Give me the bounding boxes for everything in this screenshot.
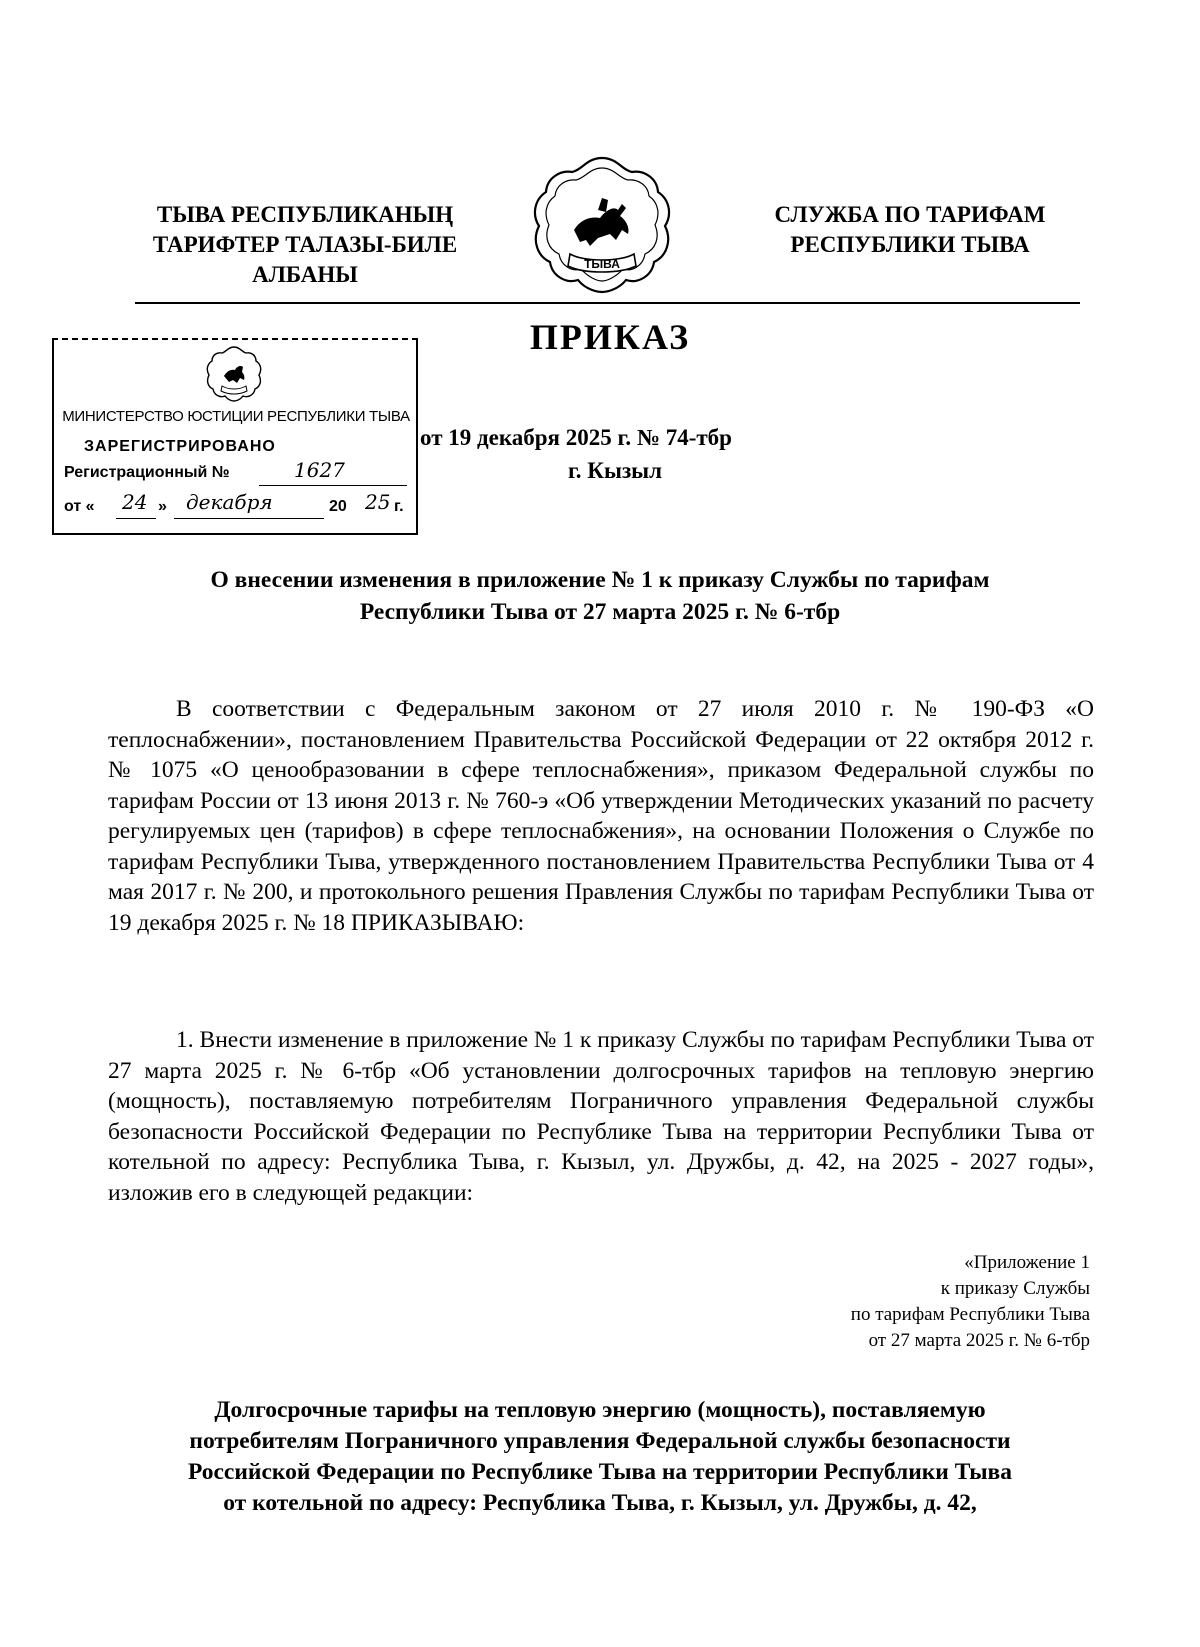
order-city: г. Кызыл bbox=[567, 458, 663, 483]
stamp-regno-label: Регистрационный № bbox=[64, 464, 230, 481]
document-title bbox=[105, 564, 1095, 628]
appendix-note-line: к приказу Службы bbox=[940, 1278, 1090, 1299]
appendix-note-line: от 27 марта 2025 г. № 6-тбр bbox=[868, 1330, 1090, 1351]
header-left-line: ТЫВА РЕСПУБЛИКАНЫҢ bbox=[156, 202, 454, 227]
stamp-date-separator: » bbox=[158, 498, 167, 515]
stamp-date-month: декабря bbox=[186, 490, 273, 514]
appendix-note-line: по тарифам Республики Тыва bbox=[850, 1304, 1090, 1325]
tuva-coat-of-arms-icon bbox=[522, 150, 682, 300]
tariff-title-line: Долгосрочные тарифы на тепловую энергию (мощность), поставляемую bbox=[214, 1397, 986, 1423]
header-right-line: СЛУЖБА ПО ТАРИФАМ bbox=[774, 202, 1046, 227]
stamp-month-underline bbox=[174, 518, 324, 519]
stamp-regno-underline bbox=[259, 485, 407, 486]
stamp-emblem-icon bbox=[202, 344, 266, 404]
appendix-note-line: «Приложение 1 bbox=[964, 1252, 1090, 1273]
document-title-line: Республики Тыва от 27 марта 2025 г. № 6-тбр bbox=[359, 599, 841, 625]
registration-stamp bbox=[52, 338, 418, 535]
stamp-ministry-name: МИНИСТЕРСТВО ЮСТИЦИИ РЕСПУБЛИКИ ТЫВА bbox=[62, 408, 410, 425]
tariff-table-title bbox=[105, 1395, 1095, 1519]
header-right-line: РЕСПУБЛИКИ ТЫВА bbox=[790, 232, 1030, 257]
document-title-line: О внесении изменения в приложение № 1 к приказу Службы по тарифам bbox=[210, 567, 990, 593]
document-type-title: ПРИКАЗ bbox=[529, 317, 691, 357]
stamp-day-underline bbox=[116, 518, 156, 519]
stamp-regno-value: 1627 bbox=[294, 458, 345, 482]
stamp-date-year: 25 bbox=[365, 490, 391, 514]
stamp-registered-label: ЗАРЕГИСТРИРОВАНО bbox=[84, 438, 276, 455]
intro-paragraph: В соответствии с Федеральным законом от 27 июля 2010 г. № 190-ФЗ «О теплоснабжении», постановлением Правительства Российской Федерации от 22 октября 2012 г. № 1075 «О ценообразовании в сфере теплоснабжения», приказом Федеральной службы по тарифам России от 13 июня 2013 г. № 760-э «Об утверждении Методических указаний по расчету регулируемых цен (тарифов) в сфере теплоснабжения», на основании Положения о Службе по тарифам Республики Тыва, утвержденного постановлением Правительства Республики Тыва от 4 мая 2017 г. № 200, и протокольного решения Правления Службы по тарифам Республики Тыва от 19 декабря 2025 г. № 18 ПРИКАЗЫВАЮ: bbox=[108, 696, 1094, 936]
order-date-number: от 19 декабря 2025 г. № 74-тбр bbox=[420, 425, 732, 450]
stamp-date-suffix: г. bbox=[394, 498, 404, 515]
tariff-title-line: Российской Федерации по Республике Тыва на территории Республики Тыва bbox=[187, 1459, 1012, 1485]
header-left-line: ТАРИФТЕР ТАЛАЗЫ-БИЛЕ bbox=[152, 232, 458, 257]
header-left-line: АЛБАНЫ bbox=[252, 262, 358, 287]
header-left-authority-name bbox=[140, 200, 470, 290]
stamp-date-prefix: от « bbox=[64, 498, 95, 515]
stamp-date-day: 24 bbox=[122, 490, 148, 514]
header-divider bbox=[135, 302, 1080, 304]
emblem-banner-label: ТЫВА bbox=[584, 257, 620, 271]
appendix-reference-note bbox=[760, 1250, 1090, 1354]
stamp-date-century: 20 bbox=[329, 498, 347, 515]
header-right-authority-name bbox=[760, 200, 1060, 260]
tariff-title-line: от котельной по адресу: Республика Тыва, г. Кызыл, ул. Дружбы, д. 42, bbox=[223, 1490, 977, 1516]
order-item-1-paragraph: 1. Внести изменение в приложение № 1 к приказу Службы по тарифам Республики Тыва от 27 марта 2025 г. № 6-тбр «Об установлении долгосрочных тарифов на тепловую энергию (мощность), поставляемую потребителям Пограничного управления Федеральной службы безопасности Российской Федерации по Республике Тыва на территории Республики Тыва от котельной по адресу: Республика Тыва, г. Кызыл, ул. Дружбы, д. 42, на 2025 - 2027 годы», изложив его в следующей редакции: bbox=[108, 1027, 1094, 1206]
tariff-title-line: потребителям Пограничного управления Федеральной службы безопасности bbox=[189, 1428, 1011, 1454]
